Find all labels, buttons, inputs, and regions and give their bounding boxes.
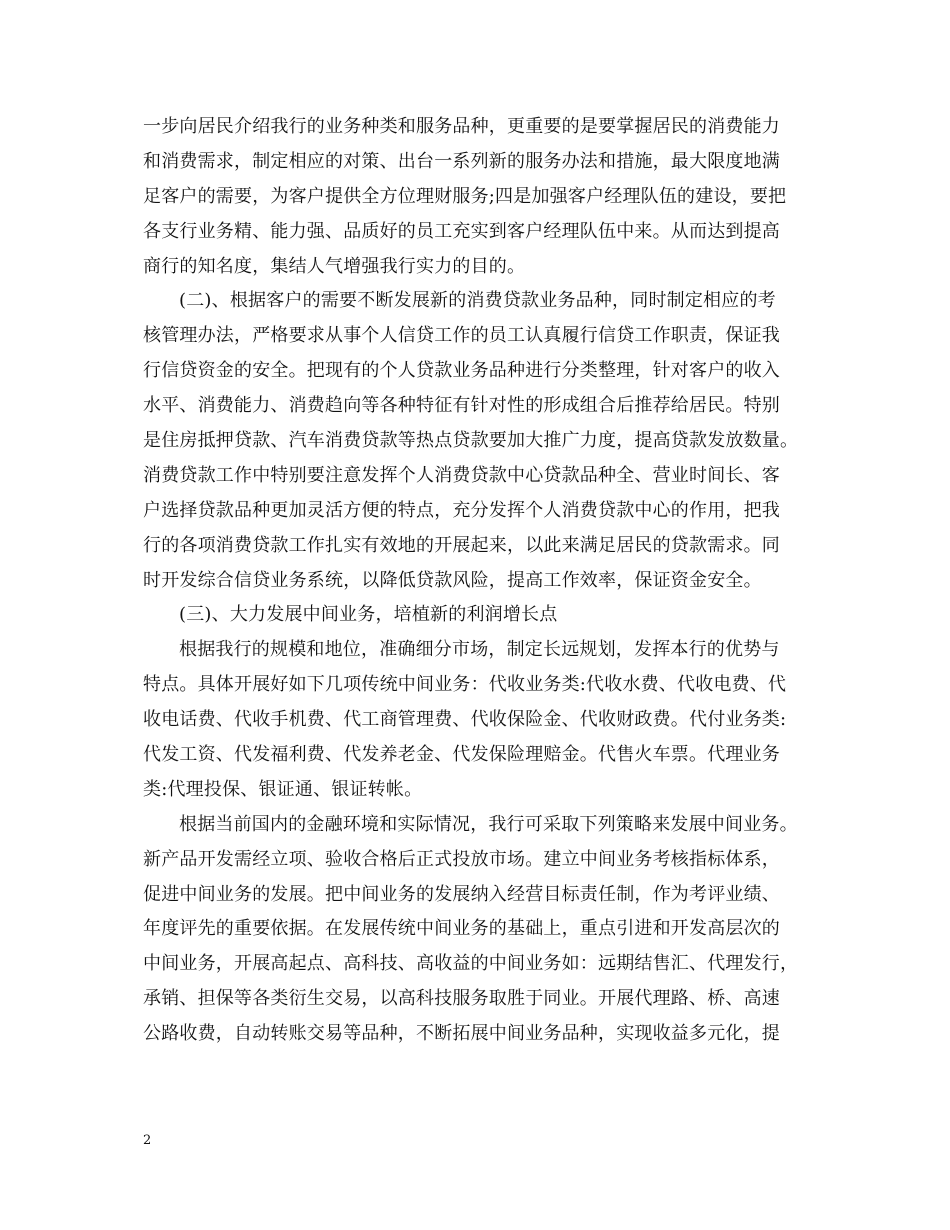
text-line: 中间业务，开展高起点、高科技、高收益的中间业务如：远期结售汇、代理发行，	[143, 953, 799, 975]
text-line: 行信贷资金的安全。把现有的个人贷款业务品种进行分类整理，针对客户的收入	[143, 360, 780, 382]
text-line: 消费贷款工作中特别要注意发挥个人消费贷款中心贷款品种全、营业时间长、客	[143, 464, 780, 486]
text-line: 是住房抵押贷款、汽车消费贷款等热点贷款要加大推广力度，提高贷款发放数量。	[143, 430, 799, 452]
text-line: 收电话费、代收手机费、代工商管理费、代收保险金、代收财政费。代付业务类:	[143, 709, 787, 731]
text-line: 一步向居民介绍我行的业务种类和服务品种，更重要的是要掌握居民的消费能力	[143, 116, 780, 137]
text-line: 承销、担保等各类衍生交易，以高科技服务取胜于同业。开展代理路、桥、高速	[143, 988, 780, 1010]
text-line: 足客户的需要，为客户提供全方位理财服务;四是加强客户经理队伍的建设，要把	[143, 185, 787, 207]
text-line: 公路收费，自动转账交易等品种，不断拓展中间业务品种，实现收益多元化，提	[143, 1023, 780, 1045]
text-line: 时开发综合信贷业务系统，以降低贷款风险，提高工作效率，保证资金安全。	[143, 569, 762, 591]
document-body	[143, 110, 833, 1052]
text-line: 核管理办法，严格要求从事个人信贷工作的员工认真履行信贷工作职责，保证我	[143, 325, 780, 347]
text-line: 年度评先的重要依据。在发展传统中间业务的基础上，重点引进和开发高层次的	[143, 918, 780, 940]
text-line: 类:代理投保、银证通、银证转帐。	[143, 778, 423, 800]
text-line: 代发工资、代发福利费、代发养老金、代发保险理赔金。代售火车票。代理业务	[143, 744, 780, 766]
text-line: (二)、根据客户的需要不断发展新的消费贷款业务品种，同时制定相应的考	[179, 290, 776, 312]
text-line: 促进中间业务的发展。把中间业务的发展纳入经营目标责任制，作为考评业绩、	[143, 883, 780, 905]
text-line: 根据我行的规模和地位，准确细分市场，制定长远规划，发挥本行的优势与	[179, 639, 780, 661]
text-line: 户选择贷款品种更加灵活方便的特点，充分发挥个人消费贷款中心的作用，把我	[143, 499, 780, 521]
text-line: 各支行业务精、能力强、品质好的员工充实到客户经理队伍中来。从而达到提高	[143, 220, 780, 242]
text-line: 新产品开发需经立项、验收合格后正式投放市场。建立中间业务考核指标体系，	[143, 848, 780, 870]
text-line: 和消费需求，制定相应的对策、出台一系列新的服务办法和措施，最大限度地满	[143, 150, 780, 172]
page-number: 2	[143, 1133, 152, 1148]
text-line: 特点。具体开展好如下几项传统中间业务：代收业务类:代收水费、代收电费、代	[143, 674, 787, 696]
text-line: 水平、消费能力、消费趋向等各种特征有针对性的形成组合后推荐给居民。特别	[143, 395, 780, 417]
text-line: (三)、大力发展中间业务，培植新的利润增长点	[179, 604, 558, 626]
text-line: 根据当前国内的金融环境和实际情况，我行可采取下列策略来发展中间业务。	[179, 813, 798, 835]
text-line: 商行的知名度，集结人气增强我行实力的目的。	[143, 255, 526, 277]
text-line: 行的各项消费贷款工作扎实有效地的开展起来，以此来满足居民的贷款需求。同	[143, 534, 780, 556]
